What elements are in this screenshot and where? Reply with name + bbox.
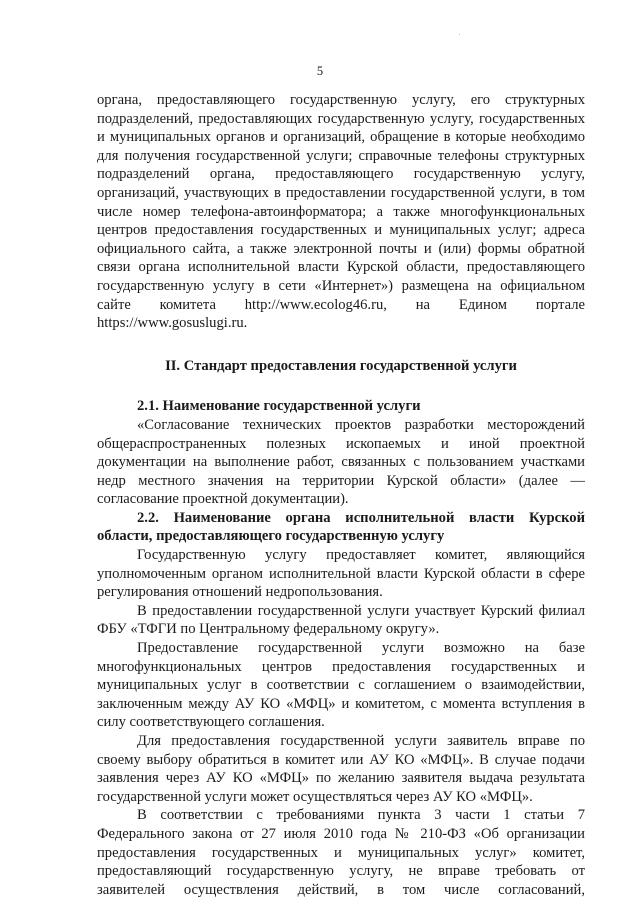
paragraph-provider: Государственную услугу предоставляет комитет, являющийся уполномоченным органом исполнительной власти Курской области в сфере регулирования отношений недропользования. <box>97 547 585 601</box>
subsection-heading-2-1: 2.1. Наименование государственной услуги <box>137 398 421 415</box>
section-heading: II. Стандарт предоставления государственной услуги <box>165 357 517 374</box>
page-number: 5 <box>316 64 324 78</box>
paragraph-service-name: «Согласование технических проектов разработки месторождений общераспространенных полезных ископаемых и иной проектной документации на выполнение работ, связанных с пользованием участками недр местного значения на территории Курской области» (далее — согласование проектной документации). <box>97 416 585 508</box>
subsection-heading-2-2: 2.2. Наименование органа исполнительной власти Курской области, предоставляющего государственную услугу <box>97 509 585 545</box>
paragraph-contacts: органа, предоставляющего государственную услугу, его структурных подразделений, предоставляющих государственную услугу, государственных и муниципальных органов и организаций, обращение в которые необходимо для получения государственной услуги; справочные телефоны структурных подразделений органа, предоставляющего государственную услугу, организаций, участвующих в предоставлении государственной услуги, в том числе номер телефона-автоинформатора; а также многофункциональных центров предоставления государственных и муниципальных услуг; адреса официального сайта, а также электронной почты и (или) формы обратной связи органа исполнительной власти Курской области, предоставляющего государственную услугу в сети «Интернет») размещена на официальном сайте комитета http://www.ecolog46.ru, на Едином портале https://www.gosuslugi.ru. <box>97 92 585 332</box>
paragraph-requirements: В соответствии с требованиями пункта 3 части 1 статьи 7 Федерального закона от 27 июля 2010 года № 210-ФЗ «Об организации предоставления государственных и муниципальных услуг» комитет, предоставляющий государственную услугу, не вправе требовать от заявителей осуществления действий, в том числе согласований, <box>97 807 585 898</box>
paragraph-application: Для предоставления государственной услуги заявитель вправе по своему выбору обратиться в комитет или АУ КО «МФЦ». В случае подачи заявления через АУ КО «МФЦ» по желанию заявителя выдача результата государственной услуги может осуществляться через АУ КО «МФЦ». <box>97 733 585 805</box>
paragraph-participant: В предоставлении государственной услуги участвует Курский филиал ФБУ «ТФГИ по Центральному федеральному округу». <box>97 602 585 638</box>
document-body <box>97 91 585 899</box>
paragraph-mfc: Предоставление государственной услуги возможно на базе многофункциональных центров предоставления государственных и муниципальных услуг в соответствии с соглашением о взаимодействии, заключенным между АУ КО «МФЦ» и комитетом, с момента вступления в силу соответствующего соглашения. <box>97 640 585 731</box>
scan-speck <box>459 34 460 35</box>
